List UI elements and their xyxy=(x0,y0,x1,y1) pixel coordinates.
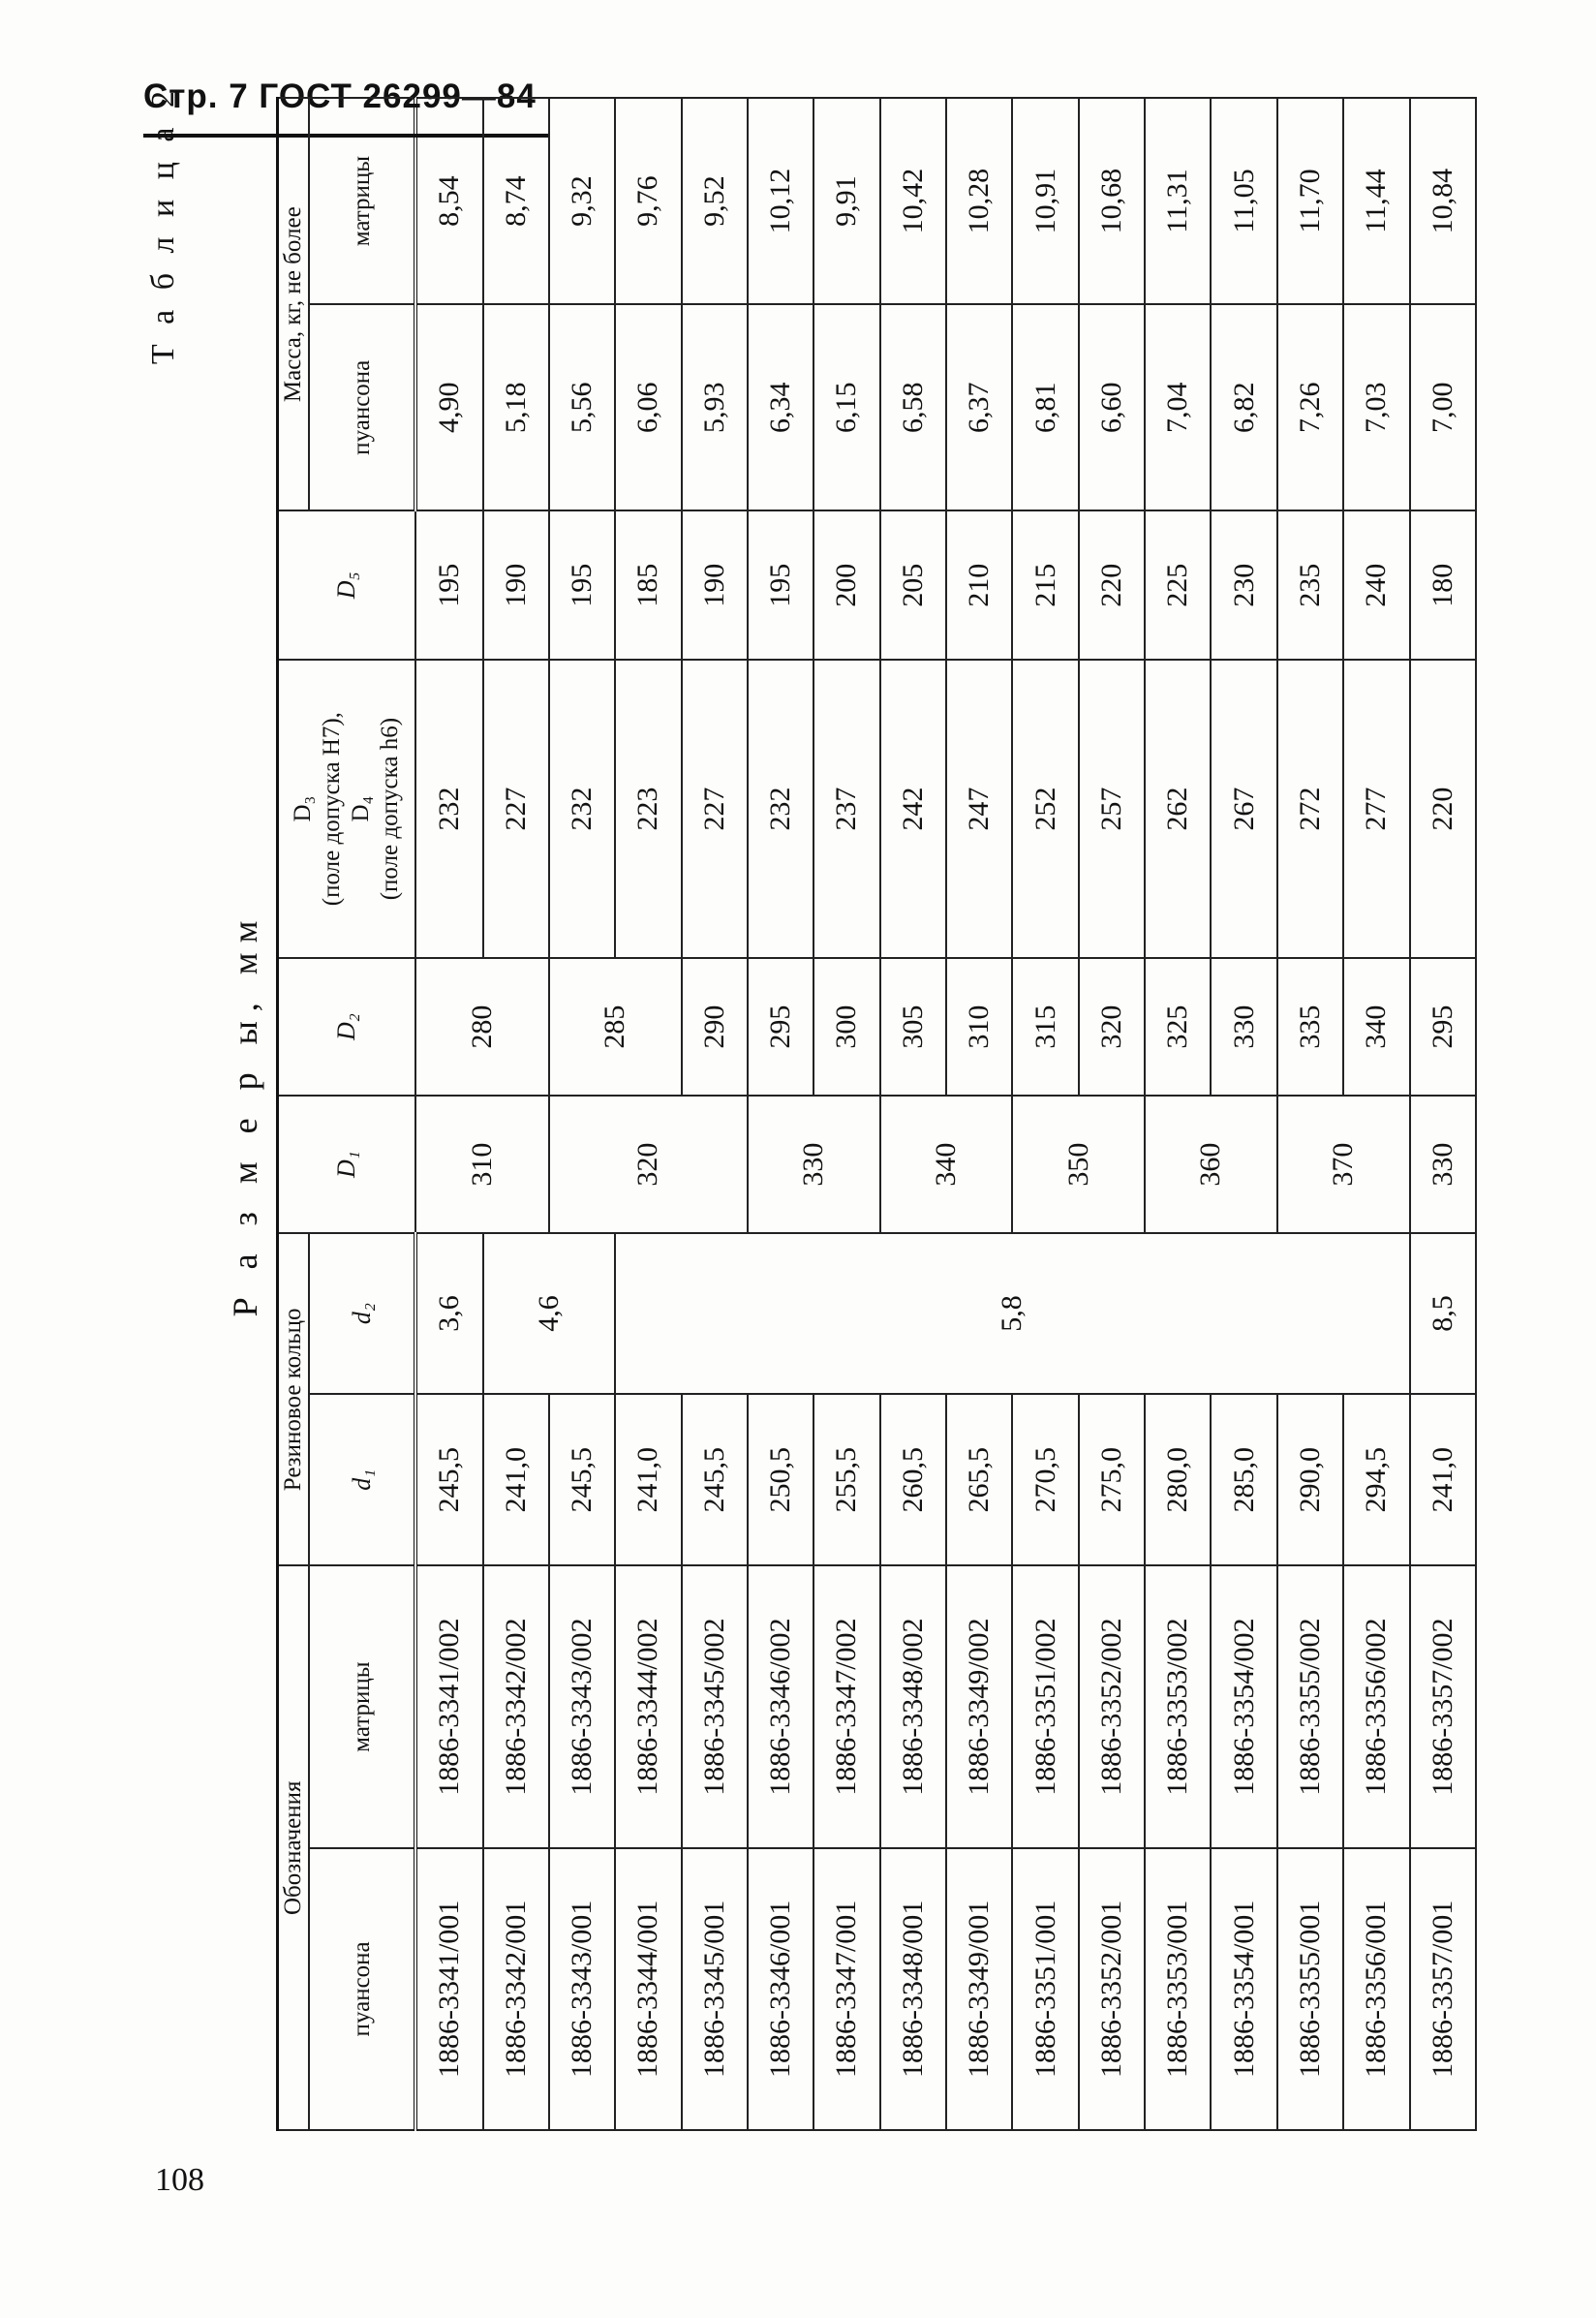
cell-massa-punsona: 5,93 xyxy=(682,304,748,510)
cell-matrica-designation: 1886-3345/002 xyxy=(682,1566,748,1848)
cell-massa-punsona: 6,37 xyxy=(946,304,1012,510)
dimensions-table xyxy=(276,97,1477,2131)
cell-D2: 325 xyxy=(1145,958,1211,1096)
header-D2: D₂ xyxy=(278,958,416,1096)
header-D1: D₁ xyxy=(278,1096,416,1233)
cell-D2: 290 xyxy=(682,958,748,1096)
cell-D5: 200 xyxy=(813,510,879,660)
cell-punson-designation: 1886-3341/001 xyxy=(415,1848,483,2130)
cell-matrica-designation: 1886-3347/002 xyxy=(813,1566,879,1848)
header-D3-symbol: D₃ xyxy=(290,795,316,822)
cell-massa-matricy: 8,54 xyxy=(415,98,483,304)
cell-massa-matricy: 10,68 xyxy=(1079,98,1145,304)
cell-D5: 205 xyxy=(880,510,946,660)
table-row xyxy=(880,98,946,2130)
cell-massa-matricy: 9,91 xyxy=(813,98,879,304)
cell-massa-matricy: 9,52 xyxy=(682,98,748,304)
page-number: 108 xyxy=(155,2162,204,2198)
table-caption: Т а б л и ц а 2 xyxy=(145,85,181,365)
cell-d1: 294,5 xyxy=(1343,1394,1409,1566)
table-row xyxy=(1277,98,1343,2130)
cell-matrica-designation: 1886-3341/002 xyxy=(415,1566,483,1848)
cell-D3-D4: 277 xyxy=(1343,660,1409,958)
cell-D5: 210 xyxy=(946,510,1012,660)
cell-punson-designation: 1886-3355/001 xyxy=(1277,1848,1343,2130)
cell-matrica-designation: 1886-3355/002 xyxy=(1277,1566,1343,1848)
cell-d1: 285,0 xyxy=(1211,1394,1276,1566)
header-D4-tolerance: (поле допуска h6) xyxy=(377,717,403,901)
cell-D2: 295 xyxy=(748,958,813,1096)
cell-massa-matricy: 10,28 xyxy=(946,98,1012,304)
cell-massa-punsona: 6,15 xyxy=(813,304,879,510)
cell-d1: 245,5 xyxy=(415,1394,483,1566)
cell-D3-D4: 267 xyxy=(1211,660,1276,958)
header-oboznacheniya: Обозначения xyxy=(278,1566,310,2131)
cell-punson-designation: 1886-3348/001 xyxy=(880,1848,946,2130)
cell-massa-punsona: 7,00 xyxy=(1410,304,1476,510)
cell-massa-punsona: 7,03 xyxy=(1343,304,1409,510)
cell-D1: 370 xyxy=(1277,1096,1410,1233)
cell-D5: 195 xyxy=(415,510,483,660)
cell-punson-designation: 1886-3352/001 xyxy=(1079,1848,1145,2130)
cell-massa-matricy: 10,42 xyxy=(880,98,946,304)
cell-D2: 335 xyxy=(1277,958,1343,1096)
cell-D5: 225 xyxy=(1145,510,1211,660)
cell-massa-punsona: 6,06 xyxy=(615,304,681,510)
cell-D3-D4: 252 xyxy=(1012,660,1078,958)
cell-massa-punsona: 7,04 xyxy=(1145,304,1211,510)
cell-matrica-designation: 1886-3357/002 xyxy=(1410,1566,1476,1848)
table-row xyxy=(748,98,813,2130)
cell-D2: 330 xyxy=(1211,958,1276,1096)
cell-D5: 195 xyxy=(549,510,615,660)
cell-D5: 215 xyxy=(1012,510,1078,660)
cell-D5: 220 xyxy=(1079,510,1145,660)
cell-D2: 280 xyxy=(415,958,549,1096)
cell-matrica-designation: 1886-3343/002 xyxy=(549,1566,615,1848)
cell-D1: 340 xyxy=(880,1096,1013,1233)
cell-punson-designation: 1886-3344/001 xyxy=(615,1848,681,2130)
header-punsona: пуансона xyxy=(309,1848,415,2130)
table-row xyxy=(415,98,483,2130)
cell-D3-D4: 220 xyxy=(1410,660,1476,958)
cell-massa-matricy: 10,84 xyxy=(1410,98,1476,304)
header-D5: D₅ xyxy=(278,510,416,660)
cell-matrica-designation: 1886-3354/002 xyxy=(1211,1566,1276,1848)
cell-D3-D4: 272 xyxy=(1277,660,1343,958)
cell-D2: 315 xyxy=(1012,958,1078,1096)
cell-D2: 305 xyxy=(880,958,946,1096)
header-matricy: матрицы xyxy=(309,1566,415,1848)
cell-D1: 330 xyxy=(748,1096,880,1233)
rotated-table-area xyxy=(136,58,1540,2131)
cell-d1: 290,0 xyxy=(1277,1394,1343,1566)
table-row xyxy=(1012,98,1078,2130)
cell-D3-D4: 227 xyxy=(483,660,549,958)
cell-d1: 280,0 xyxy=(1145,1394,1211,1566)
header-d2: d₂ xyxy=(309,1233,415,1394)
cell-massa-punsona: 5,56 xyxy=(549,304,615,510)
table-row xyxy=(1145,98,1211,2130)
header-massa-punsona: пуансона xyxy=(309,304,415,510)
header-d1: d₁ xyxy=(309,1394,415,1566)
table-body xyxy=(415,98,1476,2130)
header-D4-symbol: D₄ xyxy=(348,795,374,822)
cell-massa-matricy: 10,91 xyxy=(1012,98,1078,304)
cell-matrica-designation: 1886-3348/002 xyxy=(880,1566,946,1848)
cell-punson-designation: 1886-3346/001 xyxy=(748,1848,813,2130)
cell-d1: 270,5 xyxy=(1012,1394,1078,1566)
header-D3-tolerance: (поле допуска H7), xyxy=(319,712,345,907)
cell-punson-designation: 1886-3342/001 xyxy=(483,1848,549,2130)
page-header: Стр. 7 ГОСТ 26299—84 xyxy=(143,77,537,115)
cell-d1: 245,5 xyxy=(549,1394,615,1566)
cell-massa-punsona: 5,18 xyxy=(483,304,549,510)
cell-massa-matricy: 10,12 xyxy=(748,98,813,304)
cell-D5: 190 xyxy=(483,510,549,660)
cell-D2: 285 xyxy=(549,958,682,1096)
cell-d1: 250,5 xyxy=(748,1394,813,1566)
cell-D5: 185 xyxy=(615,510,681,660)
cell-matrica-designation: 1886-3356/002 xyxy=(1343,1566,1409,1848)
cell-massa-matricy: 11,70 xyxy=(1277,98,1343,304)
cell-d1: 241,0 xyxy=(483,1394,549,1566)
cell-massa-matricy: 11,31 xyxy=(1145,98,1211,304)
cell-massa-punsona: 4,90 xyxy=(415,304,483,510)
cell-punson-designation: 1886-3351/001 xyxy=(1012,1848,1078,2130)
table-row xyxy=(1410,98,1476,2130)
cell-punson-designation: 1886-3356/001 xyxy=(1343,1848,1409,2130)
cell-massa-punsona: 6,82 xyxy=(1211,304,1276,510)
cell-D3-D4: 257 xyxy=(1079,660,1145,958)
cell-punson-designation: 1886-3347/001 xyxy=(813,1848,879,2130)
cell-D5: 240 xyxy=(1343,510,1409,660)
cell-massa-punsona: 6,34 xyxy=(748,304,813,510)
header-massa: Масса, кг, не более xyxy=(278,98,310,510)
cell-D3-D4: 232 xyxy=(748,660,813,958)
cell-punson-designation: 1886-3343/001 xyxy=(549,1848,615,2130)
cell-D2: 340 xyxy=(1343,958,1409,1096)
cell-d1: 265,5 xyxy=(946,1394,1012,1566)
cell-d1: 241,0 xyxy=(615,1394,681,1566)
cell-matrica-designation: 1886-3344/002 xyxy=(615,1566,681,1848)
cell-D3-D4: 242 xyxy=(880,660,946,958)
cell-D1: 310 xyxy=(415,1096,549,1233)
cell-punson-designation: 1886-3353/001 xyxy=(1145,1848,1211,2130)
cell-D3-D4: 262 xyxy=(1145,660,1211,958)
header-massa-matricy: матрицы xyxy=(309,98,415,304)
table-row xyxy=(549,98,615,2130)
cell-massa-punsona: 6,81 xyxy=(1012,304,1078,510)
cell-massa-punsona: 6,60 xyxy=(1079,304,1145,510)
cell-D1: 360 xyxy=(1145,1096,1277,1233)
cell-d2: 5,8 xyxy=(615,1233,1409,1394)
cell-massa-matricy: 9,76 xyxy=(615,98,681,304)
cell-punson-designation: 1886-3345/001 xyxy=(682,1848,748,2130)
cell-massa-punsona: 6,58 xyxy=(880,304,946,510)
cell-matrica-designation: 1886-3353/002 xyxy=(1145,1566,1211,1848)
cell-matrica-designation: 1886-3346/002 xyxy=(748,1566,813,1848)
cell-D1: 330 xyxy=(1410,1096,1476,1233)
cell-D2: 295 xyxy=(1410,958,1476,1096)
cell-D2: 300 xyxy=(813,958,879,1096)
cell-matrica-designation: 1886-3351/002 xyxy=(1012,1566,1078,1848)
cell-d1: 275,0 xyxy=(1079,1394,1145,1566)
header-koltso: Резиновое кольцо xyxy=(278,1233,310,1565)
cell-d2: 3,6 xyxy=(415,1233,483,1394)
cell-d1: 260,5 xyxy=(880,1394,946,1566)
cell-D5: 235 xyxy=(1277,510,1343,660)
cell-D5: 195 xyxy=(748,510,813,660)
table-subtitle: Р а з м е р ы, мм xyxy=(226,911,264,1317)
cell-D3-D4: 232 xyxy=(549,660,615,958)
cell-matrica-designation: 1886-3349/002 xyxy=(946,1566,1012,1848)
cell-D3-D4: 223 xyxy=(615,660,681,958)
cell-massa-punsona: 7,26 xyxy=(1277,304,1343,510)
cell-matrica-designation: 1886-3342/002 xyxy=(483,1566,549,1848)
header-D3-D4 xyxy=(278,660,416,958)
cell-D3-D4: 227 xyxy=(682,660,748,958)
cell-punson-designation: 1886-3357/001 xyxy=(1410,1848,1476,2130)
cell-D5: 180 xyxy=(1410,510,1476,660)
cell-massa-matricy: 11,44 xyxy=(1343,98,1409,304)
cell-D5: 190 xyxy=(682,510,748,660)
cell-d2: 8,5 xyxy=(1410,1233,1476,1394)
cell-d1: 255,5 xyxy=(813,1394,879,1566)
cell-D2: 320 xyxy=(1079,958,1145,1096)
cell-D2: 310 xyxy=(946,958,1012,1096)
cell-D1: 350 xyxy=(1012,1096,1145,1233)
cell-punson-designation: 1886-3349/001 xyxy=(946,1848,1012,2130)
cell-massa-matricy: 9,32 xyxy=(549,98,615,304)
cell-massa-matricy: 8,74 xyxy=(483,98,549,304)
cell-matrica-designation: 1886-3352/002 xyxy=(1079,1566,1145,1848)
cell-D1: 320 xyxy=(549,1096,748,1233)
cell-massa-matricy: 11,05 xyxy=(1211,98,1276,304)
cell-D3-D4: 237 xyxy=(813,660,879,958)
cell-d1: 241,0 xyxy=(1410,1394,1476,1566)
cell-D5: 230 xyxy=(1211,510,1276,660)
cell-d2: 4,6 xyxy=(483,1233,616,1394)
cell-punson-designation: 1886-3354/001 xyxy=(1211,1848,1276,2130)
cell-D3-D4: 247 xyxy=(946,660,1012,958)
cell-D3-D4: 232 xyxy=(415,660,483,958)
cell-d1: 245,5 xyxy=(682,1394,748,1566)
